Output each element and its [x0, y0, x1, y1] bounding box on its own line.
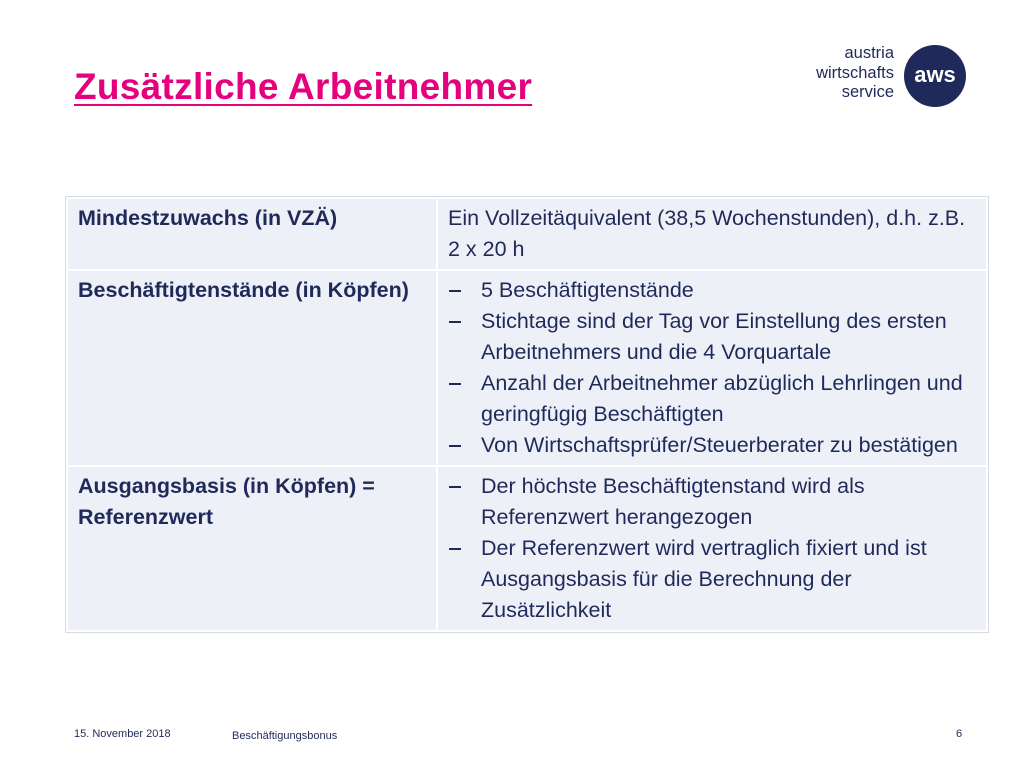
list-item-text: 5 Beschäftigtenstände [481, 278, 694, 302]
row-label-ausgangsbasis: Ausgangsbasis (in Köpfen) = Referenzwert [67, 466, 437, 631]
row-label-mindestzuwachs: Mindestzuwachs (in VZÄ) [67, 198, 437, 270]
footer-title: Beschäftigungsbonus [232, 730, 338, 742]
logo-line-3: service [841, 83, 894, 101]
bullet-list [448, 471, 976, 626]
table-row [67, 466, 987, 631]
table-row [67, 198, 987, 270]
logo-badge: aws [904, 45, 966, 107]
row-value-beschaeftigtenstaende [437, 270, 987, 466]
logo-line-1: austria [844, 44, 894, 62]
row-label-beschaeftigtenstaende: Beschäftigtenstände (in Köpfen) [67, 270, 437, 466]
bullet-list [448, 275, 976, 461]
list-item [448, 275, 976, 306]
list-item-text: Anzahl der Arbeitnehmer abzüglich Lehrlingen und geringfügig Beschäftigten [481, 371, 963, 426]
aws-logo [790, 44, 970, 108]
list-item [448, 368, 976, 430]
list-item-text: Der Referenzwert wird vertraglich fixiert und ist Ausgangsbasis für die Berechnung der Zusätzlichkeit [481, 536, 927, 622]
row-value-mindestzuwachs: Ein Vollzeitäquivalent (38,5 Wochenstunden), d.h. z.B. 2 x 20 h [437, 198, 987, 270]
list-item-text: Stichtage sind der Tag vor Einstellung des ersten Arbeitnehmers und die 4 Vorquartale [481, 309, 947, 364]
slide-title: Zusätzliche Arbeitnehmer [74, 66, 533, 107]
row-value-ausgangsbasis [437, 466, 987, 631]
list-item [448, 533, 976, 626]
logo-wordmark [816, 44, 894, 103]
list-item-text: Der höchste Beschäftigtenstand wird als Referenzwert herangezogen [481, 474, 865, 529]
logo-line-2: wirtschafts [816, 63, 894, 82]
list-item-text: Von Wirtschaftsprüfer/Steuerberater zu bestätigen [481, 433, 958, 457]
list-item [448, 430, 976, 461]
list-item [448, 471, 976, 533]
table-row [67, 270, 987, 466]
info-table [66, 197, 988, 632]
footer-date: 15. November 2018 [74, 728, 171, 740]
list-item [448, 306, 976, 368]
page-number: 6 [956, 728, 963, 740]
